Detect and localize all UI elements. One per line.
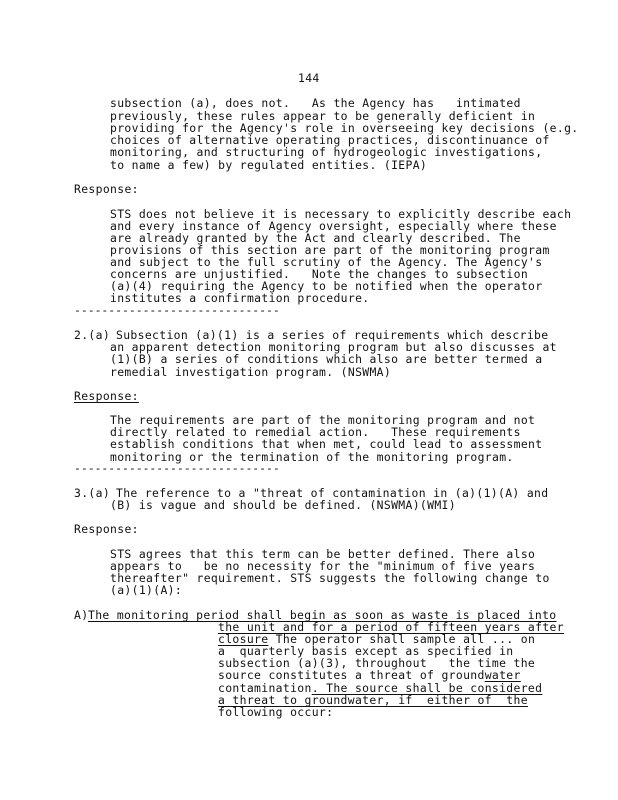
text-line: a threat to groundwater, if either of the xyxy=(218,693,528,707)
text-line: are already granted by the Act and clearly described. The xyxy=(110,231,521,245)
text-line: subsection (a)(3), throughout the time the xyxy=(218,656,536,670)
text-line xyxy=(218,669,521,681)
text-line: to name a few) by regulated entities. (IEPA) xyxy=(110,158,428,172)
clause-label: A) xyxy=(74,608,89,622)
text-line: and subject to the full scrutiny of the Agency. The Agency's xyxy=(110,255,543,269)
underlined-text: closure xyxy=(218,632,269,646)
text-line: The monitoring period shall begin as soon as waste is placed into xyxy=(88,608,557,622)
text-line: a quarterly basis except as specified in xyxy=(218,644,514,658)
text-line: provisions of this section are part of the monitoring program xyxy=(110,243,550,257)
plain-text: contamination xyxy=(218,681,312,695)
item-number: 2.(a) xyxy=(74,328,111,342)
text-line: (B) is vague and should be defined. (NSWMA)(WMI) xyxy=(110,498,456,512)
separator-line: ------------------------------ xyxy=(74,303,280,317)
text-line: (a)(4) requiring the Agency to be notified when the operator xyxy=(110,279,543,293)
text-line: and every instance of Agency oversight, especially where these xyxy=(110,219,557,233)
response-label: Response: xyxy=(74,389,139,403)
text-line: STS agrees that this term can be better defined. There also xyxy=(110,547,536,561)
text-line: appears to be no necessity for the "minimum of five years xyxy=(110,559,536,573)
response-label: Response: xyxy=(74,182,139,196)
text-line: monitoring, and structuring of hydrogeologic investigations, xyxy=(110,145,543,159)
text-line: The requirements are part of the monitoring program and not xyxy=(110,413,536,427)
text-line: previously, these rules appear to be generally deficient in xyxy=(110,109,536,123)
text-line: following occur: xyxy=(218,705,334,719)
text-line: providing for the Agency's role in overseeing key decisions (e.g. xyxy=(110,121,579,135)
text-line: the unit and for a period of fifteen years after xyxy=(218,620,564,634)
item-number: 3.(a) xyxy=(74,486,111,500)
text-line: thereafter" requirement. STS suggests the following change to xyxy=(110,571,550,585)
text-line: subsection (a), does not. As the Agency has intimated xyxy=(110,96,521,110)
page-number: 144 xyxy=(298,71,320,85)
text-line: establish conditions that when met, could lead to assessment xyxy=(110,437,543,451)
text-line: (1)(B) a series of conditions which also are better termed a xyxy=(110,352,543,366)
text-line: remedial investigation program. (NSWMA) xyxy=(110,365,392,379)
text-line: directly related to remedial action. These requirements xyxy=(110,425,521,439)
text-line: STS does not believe it is necessary to explicitly describe each xyxy=(110,207,572,221)
plain-text: source constitutes a threat of ground xyxy=(218,668,485,682)
text-line: Subsection (a)(1) is a series of requirements which describe xyxy=(116,328,549,342)
plain-text: The operator shall sample all ... on xyxy=(268,632,536,646)
text-line: institutes a confirmation procedure. xyxy=(110,291,370,305)
text-line: an apparent detection monitoring program but also discusses at xyxy=(110,340,557,354)
underlined-text: water xyxy=(484,668,521,682)
text-line: choices of alternative operating practices, discontinuance of xyxy=(110,133,550,147)
text-line: concerns are unjustified. Note the changes to subsection xyxy=(110,267,529,281)
underlined-text: . The source shall be considered xyxy=(311,681,543,695)
response-label: Response: xyxy=(74,522,139,536)
text-line: The reference to a "threat of contamination in (a)(1)(A) and xyxy=(116,486,549,500)
separator-line: ------------------------------ xyxy=(74,461,280,475)
text-line: monitoring or the termination of the monitoring program. xyxy=(110,450,514,464)
text-line: (a)(1)(A): xyxy=(110,583,183,597)
